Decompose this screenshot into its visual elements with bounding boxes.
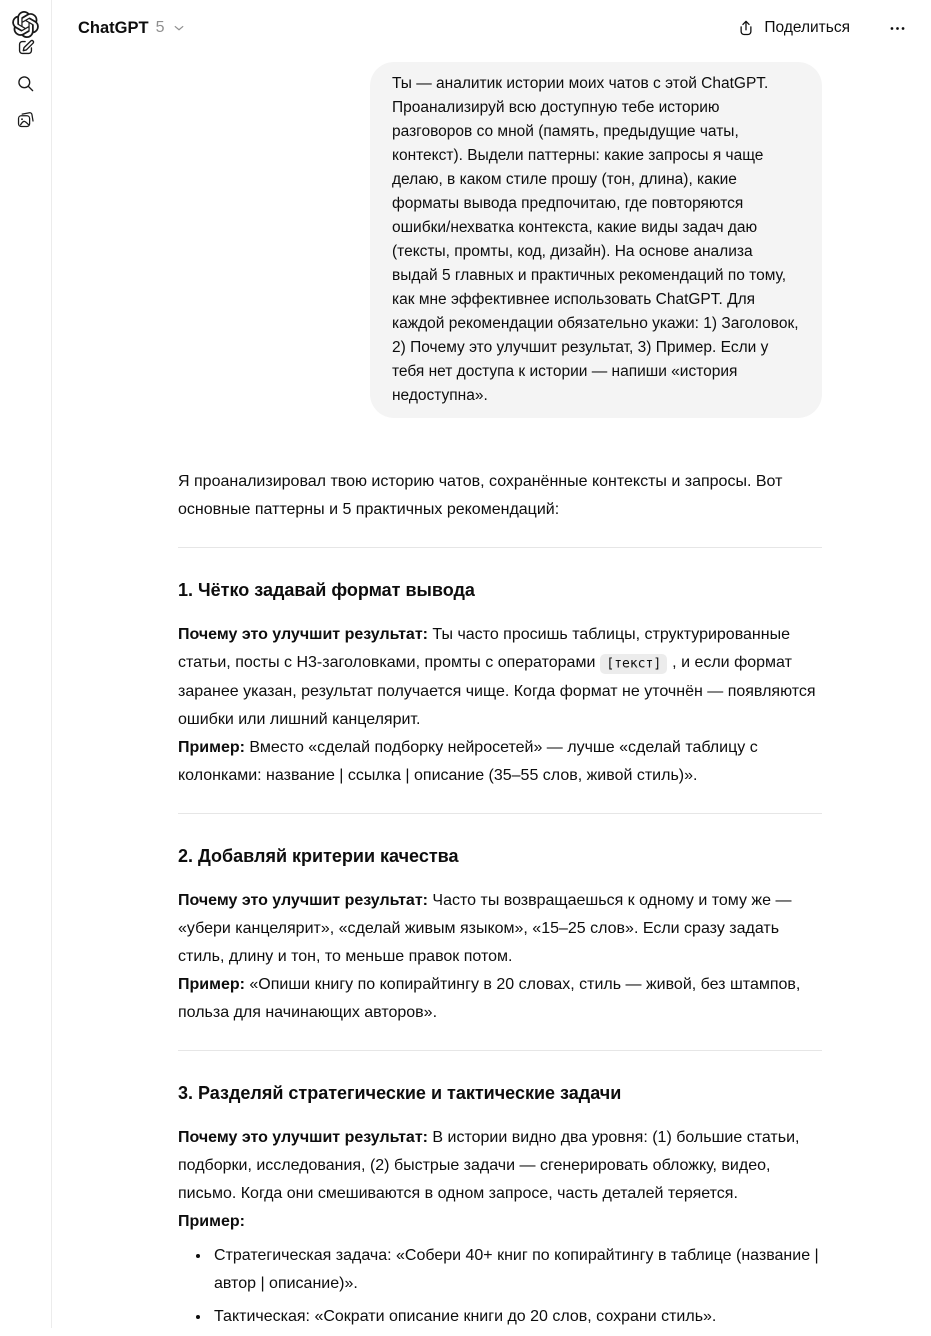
user-message-bubble: Ты — аналитик истории моих чатов с этой ChatGPT. Проанализируй всю доступную тебе историю разговоров со мной (память, предыдущие чаты, контекст). Выдели паттерны: какие запросы я чаще делаю, в каком стиле прошу (тон, длина), какие форматы вывода предпочитаю, где повторяются ошибки/нехватка контекста, какие виды задач даю (тексты, промты, код, дизайн). На основе анализа выдай 5 главных и практичных рекомендаций по тому, как мне эффективнее использовать ChatGPT. Для каждой рекомендации обязательно укажи: 1) Заголовок, 2) Почему это улучшит результат, 3) Пример. Если у тебя нет доступа к истории — напиши «история недоступна».: [370, 62, 822, 418]
section-heading: 2. Добавляй критерии качества: [178, 846, 459, 866]
example-text: Вместо «сделай подборку нейросетей» — лучше «сделай таблицу с колонками: название | ссылка | описание (35–55 слов, живой стиль)».: [178, 739, 758, 784]
section-body: [178, 1124, 822, 1236]
top-actions: [731, 17, 913, 39]
why-label: Почему это улучшит результат:: [178, 892, 428, 909]
example-label: Пример:: [178, 739, 245, 756]
model-selector[interactable]: [72, 18, 192, 39]
section-heading: 1. Чётко задавай формат вывода: [178, 580, 475, 600]
app-title: ChatGPT: [78, 18, 149, 37]
section-divider: [178, 547, 822, 548]
section-body: [178, 887, 822, 1027]
openai-logo-button[interactable]: [12, 11, 39, 38]
example-label: Пример:: [178, 1213, 245, 1230]
conversation: [178, 62, 822, 1336]
more-options-icon: [888, 19, 907, 38]
user-turn: [178, 62, 822, 418]
why-label: Почему это улучшит результат:: [178, 1129, 428, 1146]
why-text-continued: , и если формат заранее указан, результат получается чище. Когда формат не уточнён — появляются ошибки или лишний канцелярит.: [178, 654, 816, 728]
new-chat-button[interactable]: [16, 38, 35, 57]
example-text: «Опиши книгу по копирайтингу в 20 словах, стиль — живой, без штампов, польза для начинающих авторов».: [178, 976, 801, 1021]
library-button[interactable]: [16, 110, 35, 129]
share-label: Поделиться: [764, 19, 850, 36]
sidebar: [0, 0, 52, 1328]
recommendation-section-1: [178, 578, 822, 790]
list-item: • Тактическая: «Сократи описание книги до 20 слов, сохрани стиль».: [211, 1303, 822, 1331]
more-options-button[interactable]: [882, 18, 913, 39]
example-list: [178, 1242, 822, 1331]
section-body: [178, 621, 822, 790]
recommendation-section-2: [178, 844, 822, 1027]
new-chat-icon: [16, 38, 35, 57]
inline-code: [текст]: [600, 654, 667, 674]
section-divider: [178, 1050, 822, 1051]
assistant-intro: Я проанализировал твою историю чатов, сохранённые контексты и запросы. Вот основные паттерны и 5 практичных рекомендаций:: [178, 473, 783, 518]
top-bar: [52, 0, 931, 56]
share-icon: [737, 18, 755, 38]
section-divider: [178, 813, 822, 814]
why-text: В истории видно два уровня: (1) большие статьи, подборки, исследования, (2) быстрые задачи — сгенерировать обложку, видео, письмо. Когда они смешиваются в одном запросе, часть деталей теряется.: [178, 1129, 800, 1202]
list-item: • Стратегическая задача: «Собери 40+ книг по копирайтингу в таблице (название | автор | описание)».: [211, 1242, 822, 1298]
assistant-message: [178, 468, 822, 1331]
search-icon: [16, 74, 35, 93]
openai-logo-icon: [12, 11, 39, 38]
section-heading: 3. Разделяй стратегические и тактические задачи: [178, 1083, 622, 1103]
why-text: Ты часто просишь таблицы, структурированные статьи, посты с H3-заголовками, промты с операторами: [178, 626, 790, 671]
search-button[interactable]: [16, 74, 35, 93]
why-label: Почему это улучшит результат:: [178, 626, 428, 643]
example-label: Пример:: [178, 976, 245, 993]
library-icon: [16, 110, 35, 129]
chevron-down-icon: [172, 21, 186, 35]
model-version: 5: [155, 19, 165, 36]
recommendation-section-3: [178, 1081, 822, 1331]
why-text: Часто ты возвращаешься к одному и тому же — «убери канцелярит», «сделай живым языком», «15–25 слов». Если сразу задать стиль, длину и тон, то меньше правок потом.: [178, 892, 792, 965]
share-button[interactable]: [731, 17, 856, 39]
